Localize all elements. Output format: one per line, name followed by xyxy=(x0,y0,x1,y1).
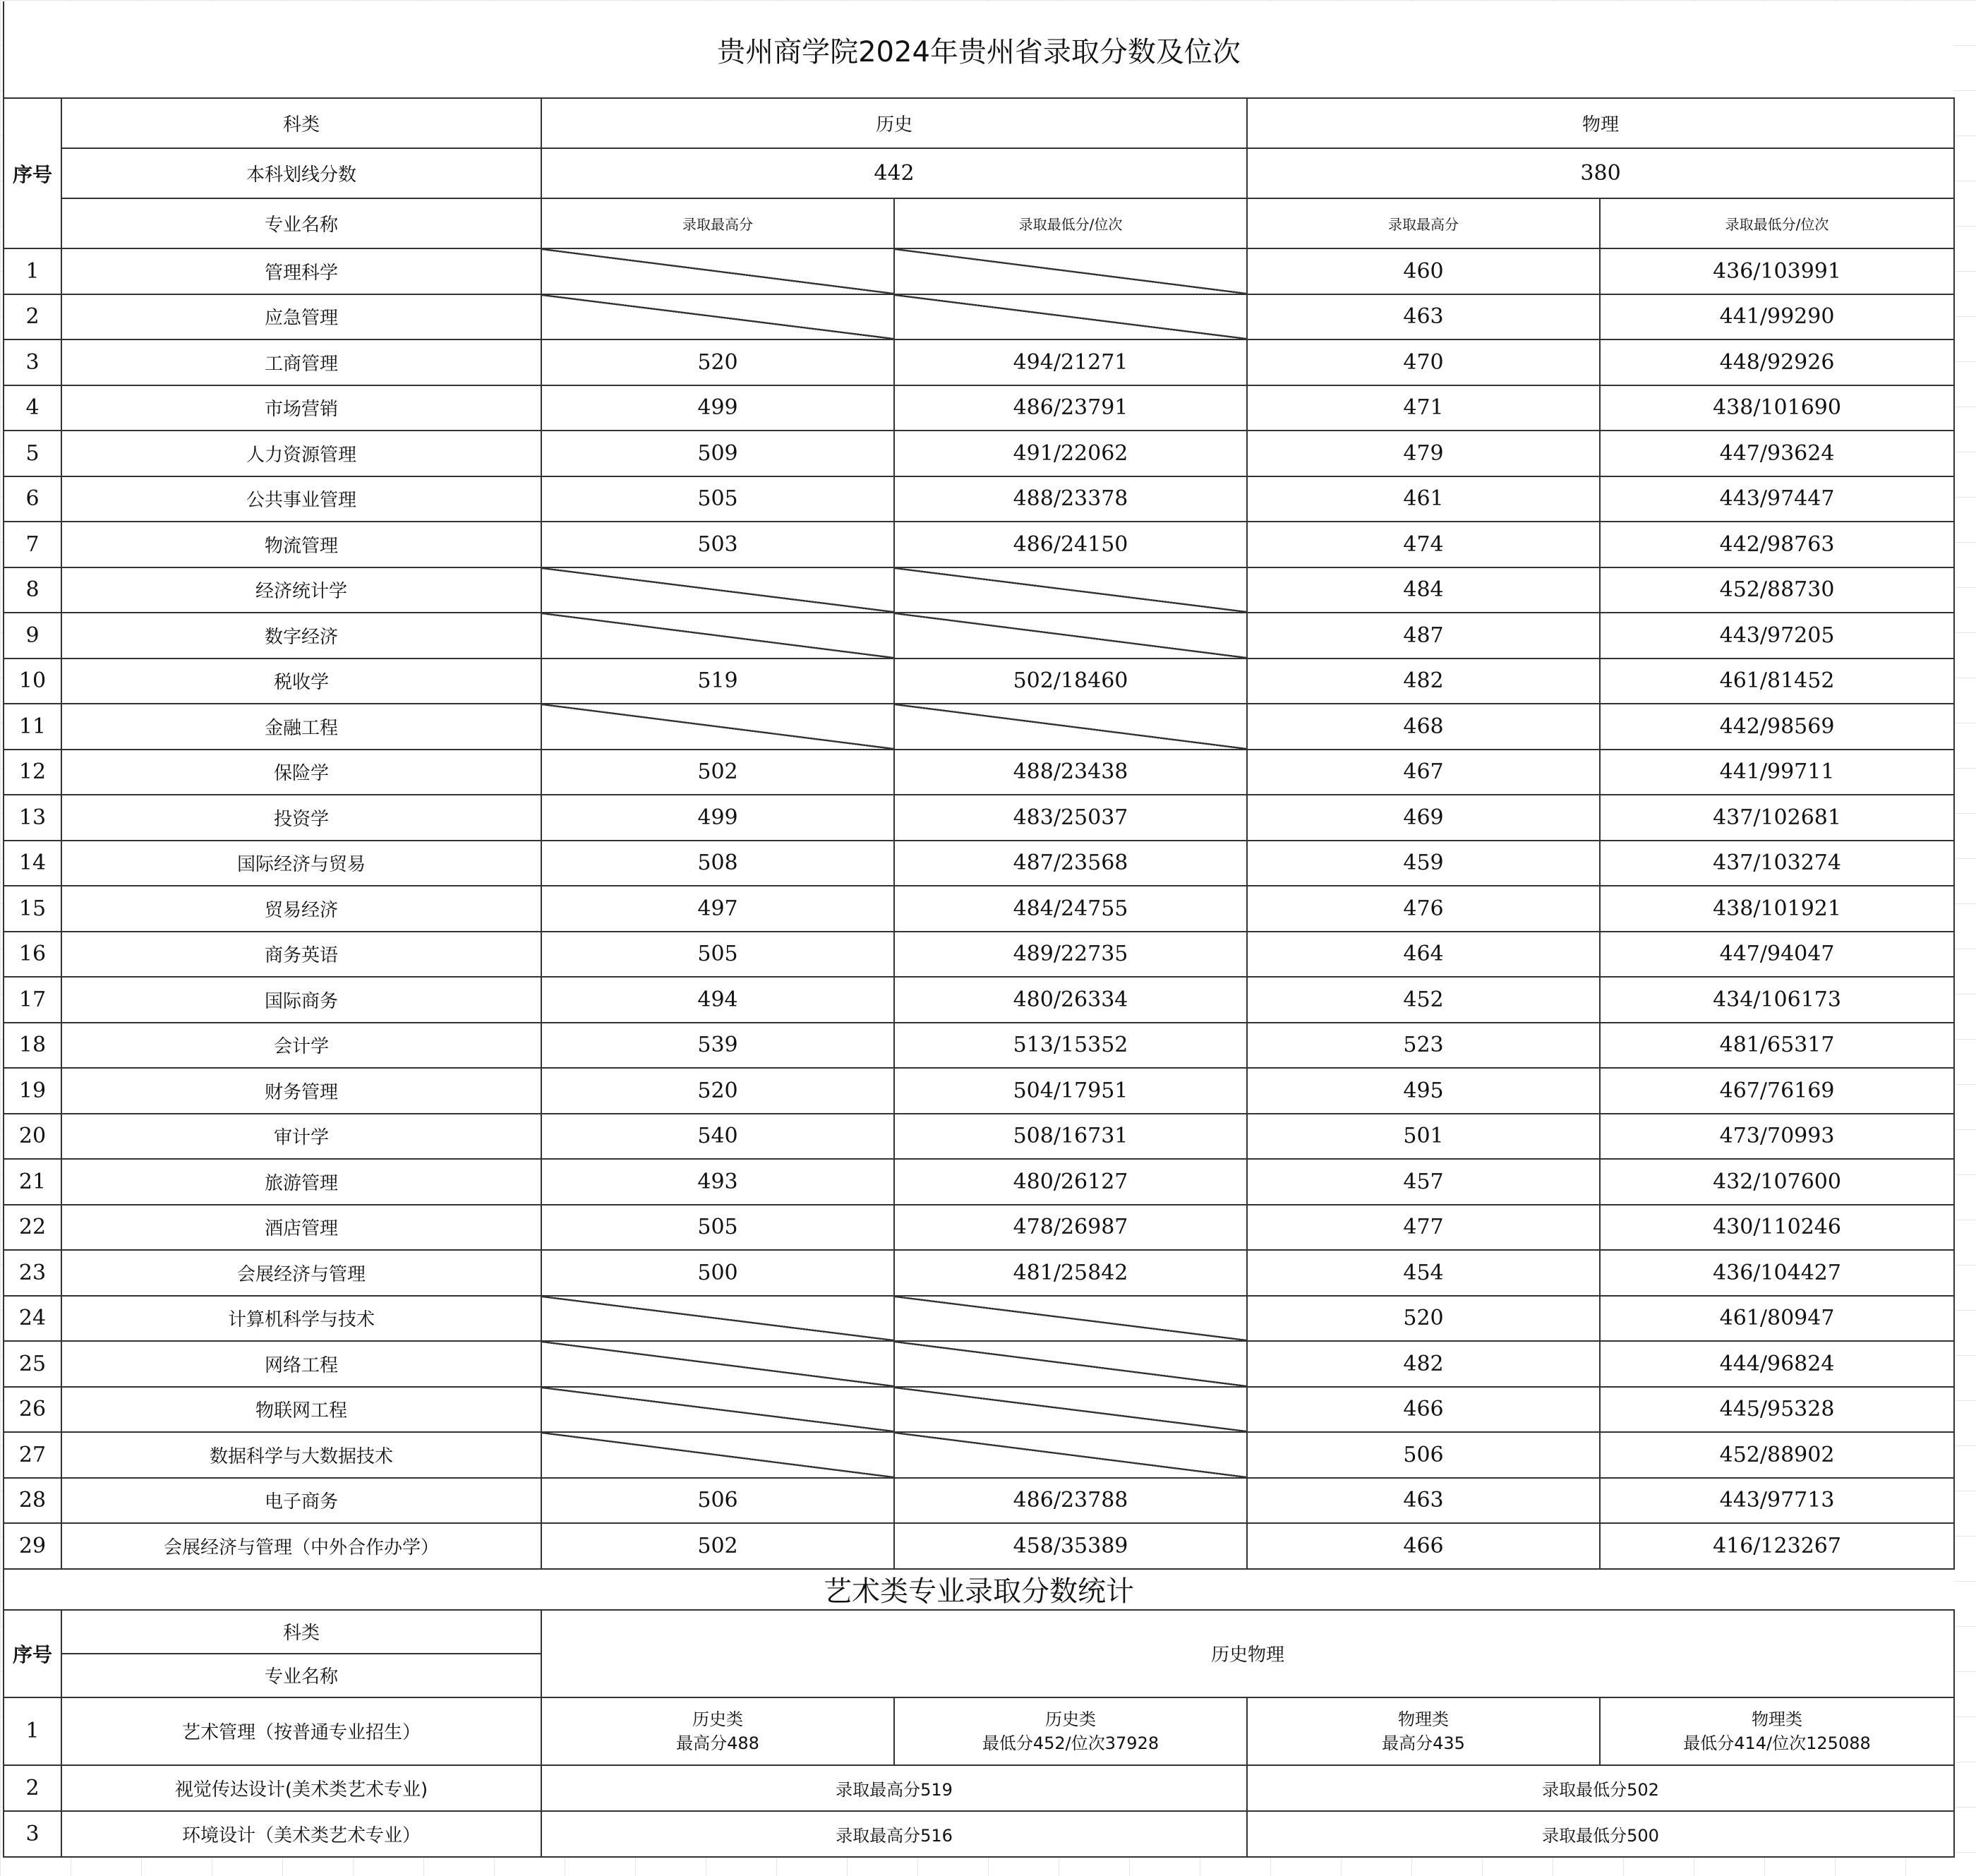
table-row xyxy=(4,339,1954,385)
history-max-score-empty xyxy=(541,294,894,340)
major-name: 旅游管理 xyxy=(61,1159,541,1205)
physics-max-score: 474 xyxy=(1247,522,1600,567)
table-row xyxy=(4,431,1954,476)
physics-min-rank: 416/123267 xyxy=(1600,1523,1954,1569)
physics-max-score: 463 xyxy=(1247,294,1600,340)
row-number: 12 xyxy=(4,750,61,795)
history-max-score: 540 xyxy=(541,1114,894,1160)
table-row xyxy=(4,1432,1954,1478)
row-number: 28 xyxy=(4,1478,61,1524)
table-row xyxy=(4,385,1954,431)
physics-max-score: 476 xyxy=(1247,886,1600,932)
history-min-rank-header: 录取最低分/位次 xyxy=(894,198,1247,248)
history-min-rank-empty xyxy=(894,294,1247,340)
table-row xyxy=(4,1023,1954,1069)
table-row xyxy=(4,841,1954,886)
art-row xyxy=(4,1811,1954,1857)
major-name: 审计学 xyxy=(61,1114,541,1160)
table-row xyxy=(4,795,1954,841)
physics-max-score: 461 xyxy=(1247,476,1600,522)
table-row xyxy=(4,977,1954,1023)
art-category-label: 科类 xyxy=(61,1610,541,1654)
art-history-max-cell xyxy=(541,1697,894,1765)
physics-max-score: 470 xyxy=(1247,339,1600,385)
history-max-score: 500 xyxy=(541,1250,894,1296)
physics-max-score: 484 xyxy=(1247,567,1600,613)
physics-min-rank: 443/97713 xyxy=(1600,1478,1954,1524)
major-name: 会展经济与管理（中外合作办学） xyxy=(61,1523,541,1569)
physics-max-score: 471 xyxy=(1247,385,1600,431)
physics-min-rank: 436/104427 xyxy=(1600,1250,1954,1296)
major-name: 财务管理 xyxy=(61,1068,541,1114)
physics-max-score: 520 xyxy=(1247,1296,1600,1342)
seq-header: 序号 xyxy=(4,98,61,248)
physics-min-rank: 443/97447 xyxy=(1600,476,1954,522)
physics-min-rank: 434/106173 xyxy=(1600,977,1954,1023)
major-name: 金融工程 xyxy=(61,704,541,750)
history-max-header: 录取最高分 xyxy=(541,198,894,248)
history-max-score-empty xyxy=(541,1296,894,1342)
major-name: 酒店管理 xyxy=(61,1205,541,1251)
row-number: 9 xyxy=(4,613,61,659)
art-physics-max-cell xyxy=(1247,1697,1600,1765)
history-min-rank: 502/18460 xyxy=(894,659,1247,704)
art-table xyxy=(3,1609,1955,1858)
physics-header: 物理 xyxy=(1247,98,1954,148)
row-number: 29 xyxy=(4,1523,61,1569)
major-name: 工商管理 xyxy=(61,339,541,385)
art-major-name: 环境设计（美术类艺术专业） xyxy=(61,1811,541,1857)
table-row xyxy=(4,1114,1954,1160)
table-row xyxy=(4,522,1954,567)
physics-min-rank: 447/94047 xyxy=(1600,932,1954,978)
physics-max-score: 467 xyxy=(1247,750,1600,795)
row-number: 8 xyxy=(4,567,61,613)
physics-min-rank: 438/101690 xyxy=(1600,385,1954,431)
table-row xyxy=(4,1523,1954,1569)
row-number: 13 xyxy=(4,795,61,841)
art-group-header: 历史物理 xyxy=(541,1610,1954,1697)
row-number: 23 xyxy=(4,1250,61,1296)
physics-min-rank: 443/97205 xyxy=(1600,613,1954,659)
physics-max-score: 463 xyxy=(1247,1478,1600,1524)
art-physics-min-category: 物理类 xyxy=(1752,1709,1802,1729)
art-section-title: 艺术类专业录取分数统计 xyxy=(3,1570,1953,1609)
physics-max-score: 457 xyxy=(1247,1159,1600,1205)
physics-min-rank: 467/76169 xyxy=(1600,1068,1954,1114)
physics-min-rank: 461/80947 xyxy=(1600,1296,1954,1342)
major-name: 商务英语 xyxy=(61,932,541,978)
major-name: 物流管理 xyxy=(61,522,541,567)
art-seq-header: 序号 xyxy=(4,1610,61,1697)
header-row-columns xyxy=(4,198,1954,248)
major-name: 国际商务 xyxy=(61,977,541,1023)
major-name: 电子商务 xyxy=(61,1478,541,1524)
art-row-number: 2 xyxy=(4,1765,61,1811)
history-max-score: 509 xyxy=(541,431,894,476)
history-line-score: 442 xyxy=(541,148,1247,198)
history-max-score-empty xyxy=(541,248,894,294)
art-max-score: 录取最高分516 xyxy=(541,1811,1247,1857)
physics-line-score: 380 xyxy=(1247,148,1954,198)
major-name: 经济统计学 xyxy=(61,567,541,613)
physics-min-rank: 452/88902 xyxy=(1600,1432,1954,1478)
history-min-rank: 480/26127 xyxy=(894,1159,1247,1205)
history-max-score: 499 xyxy=(541,795,894,841)
physics-max-score: 469 xyxy=(1247,795,1600,841)
row-number: 10 xyxy=(4,659,61,704)
art-row xyxy=(4,1765,1954,1811)
history-max-score: 506 xyxy=(541,1478,894,1524)
physics-max-score: 523 xyxy=(1247,1023,1600,1069)
physics-max-score: 495 xyxy=(1247,1068,1600,1114)
history-max-score-empty xyxy=(541,567,894,613)
art-major-name: 艺术管理（按普通专业招生） xyxy=(61,1697,541,1765)
physics-max-score: 466 xyxy=(1247,1387,1600,1433)
history-max-score: 502 xyxy=(541,750,894,795)
art-header-row-category xyxy=(4,1610,1954,1654)
row-number: 26 xyxy=(4,1387,61,1433)
art-major-name: 视觉传达设计(美术类艺术专业) xyxy=(61,1765,541,1811)
row-number: 18 xyxy=(4,1023,61,1069)
major-name: 计算机科学与技术 xyxy=(61,1296,541,1342)
line-score-label: 本科划线分数 xyxy=(61,148,541,198)
art-history-min-value: 最低分452/位次37928 xyxy=(982,1733,1159,1753)
header-row-category xyxy=(4,98,1954,148)
admission-table-body xyxy=(4,98,1954,1569)
page-title: 贵州商学院2024年贵州省录取分数及位次 xyxy=(3,1,1953,97)
art-major-label: 专业名称 xyxy=(61,1654,541,1697)
history-min-rank-empty xyxy=(894,704,1247,750)
history-min-rank-empty xyxy=(894,1387,1247,1433)
row-number: 7 xyxy=(4,522,61,567)
major-name: 管理科学 xyxy=(61,248,541,294)
major-name: 网络工程 xyxy=(61,1341,541,1387)
table-row xyxy=(4,1296,1954,1342)
physics-min-rank-header: 录取最低分/位次 xyxy=(1600,198,1954,248)
physics-max-score: 501 xyxy=(1247,1114,1600,1160)
history-min-rank: 488/23378 xyxy=(894,476,1247,522)
art-physics-min-cell xyxy=(1600,1697,1954,1765)
major-name: 国际经济与贸易 xyxy=(61,841,541,886)
physics-min-rank: 473/70993 xyxy=(1600,1114,1954,1160)
row-number: 25 xyxy=(4,1341,61,1387)
admission-table xyxy=(3,97,1955,1570)
table-row xyxy=(4,886,1954,932)
table-row xyxy=(4,932,1954,978)
table-row xyxy=(4,476,1954,522)
history-max-score: 520 xyxy=(541,339,894,385)
physics-min-rank: 444/96824 xyxy=(1600,1341,1954,1387)
history-min-rank: 481/25842 xyxy=(894,1250,1247,1296)
row-number: 21 xyxy=(4,1159,61,1205)
major-name: 应急管理 xyxy=(61,294,541,340)
physics-min-rank: 430/110246 xyxy=(1600,1205,1954,1251)
table-row xyxy=(4,1068,1954,1114)
physics-max-score: 482 xyxy=(1247,1341,1600,1387)
art-history-min-cell xyxy=(894,1697,1247,1765)
physics-max-score: 477 xyxy=(1247,1205,1600,1251)
row-number: 22 xyxy=(4,1205,61,1251)
major-name: 会计学 xyxy=(61,1023,541,1069)
history-max-score: 505 xyxy=(541,476,894,522)
category-label: 科类 xyxy=(61,98,541,148)
physics-min-rank: 437/102681 xyxy=(1600,795,1954,841)
history-max-score: 520 xyxy=(541,1068,894,1114)
physics-min-rank: 445/95328 xyxy=(1600,1387,1954,1433)
history-max-score: 539 xyxy=(541,1023,894,1069)
history-max-score: 502 xyxy=(541,1523,894,1569)
physics-max-score: 459 xyxy=(1247,841,1600,886)
physics-min-rank: 448/92926 xyxy=(1600,339,1954,385)
history-min-rank-empty xyxy=(894,1341,1247,1387)
major-name: 数字经济 xyxy=(61,613,541,659)
art-history-max-value: 最高分488 xyxy=(676,1733,759,1753)
history-max-score: 497 xyxy=(541,886,894,932)
table-row xyxy=(4,1159,1954,1205)
art-row xyxy=(4,1697,1954,1765)
header-row-line xyxy=(4,148,1954,198)
history-max-score: 505 xyxy=(541,1205,894,1251)
major-name: 人力资源管理 xyxy=(61,431,541,476)
history-max-score-empty xyxy=(541,1432,894,1478)
row-number: 14 xyxy=(4,841,61,886)
history-min-rank: 491/22062 xyxy=(894,431,1247,476)
major-name: 投资学 xyxy=(61,795,541,841)
history-min-rank: 487/23568 xyxy=(894,841,1247,886)
physics-min-rank: 441/99290 xyxy=(1600,294,1954,340)
table-row xyxy=(4,294,1954,340)
history-min-rank: 504/17951 xyxy=(894,1068,1247,1114)
history-max-score: 499 xyxy=(541,385,894,431)
row-number: 27 xyxy=(4,1432,61,1478)
row-number: 4 xyxy=(4,385,61,431)
physics-min-rank: 442/98763 xyxy=(1600,522,1954,567)
art-history-max-category: 历史类 xyxy=(692,1709,743,1729)
physics-min-rank: 461/81452 xyxy=(1600,659,1954,704)
major-name: 数据科学与大数据技术 xyxy=(61,1432,541,1478)
history-min-rank: 494/21271 xyxy=(894,339,1247,385)
history-min-rank: 513/15352 xyxy=(894,1023,1247,1069)
row-number: 2 xyxy=(4,294,61,340)
history-max-score: 508 xyxy=(541,841,894,886)
physics-max-header: 录取最高分 xyxy=(1247,198,1600,248)
history-max-score: 503 xyxy=(541,522,894,567)
physics-min-rank: 441/99711 xyxy=(1600,750,1954,795)
history-min-rank-empty xyxy=(894,613,1247,659)
major-name: 贸易经济 xyxy=(61,886,541,932)
art-row-number: 3 xyxy=(4,1811,61,1857)
row-number: 20 xyxy=(4,1114,61,1160)
physics-max-score: 466 xyxy=(1247,1523,1600,1569)
history-min-rank: 478/26987 xyxy=(894,1205,1247,1251)
table-row xyxy=(4,750,1954,795)
history-max-score-empty xyxy=(541,613,894,659)
physics-max-score: 479 xyxy=(1247,431,1600,476)
row-number: 1 xyxy=(4,248,61,294)
history-min-rank: 458/35389 xyxy=(894,1523,1247,1569)
art-min-score: 录取最低分500 xyxy=(1247,1811,1954,1857)
history-min-rank: 486/23791 xyxy=(894,385,1247,431)
row-number: 5 xyxy=(4,431,61,476)
history-min-rank-empty xyxy=(894,567,1247,613)
table-row xyxy=(4,567,1954,613)
major-label: 专业名称 xyxy=(61,198,541,248)
art-physics-min-value: 最低分414/位次125088 xyxy=(1683,1733,1871,1753)
major-name: 保险学 xyxy=(61,750,541,795)
history-min-rank: 486/24150 xyxy=(894,522,1247,567)
physics-min-rank: 437/103274 xyxy=(1600,841,1954,886)
physics-max-score: 482 xyxy=(1247,659,1600,704)
spreadsheet xyxy=(3,1,1953,1858)
row-number: 16 xyxy=(4,932,61,978)
major-name: 公共事业管理 xyxy=(61,476,541,522)
history-min-rank-empty xyxy=(894,248,1247,294)
history-min-rank: 483/25037 xyxy=(894,795,1247,841)
art-history-min-category: 历史类 xyxy=(1045,1709,1096,1729)
art-row-number: 1 xyxy=(4,1697,61,1765)
history-max-score-empty xyxy=(541,1387,894,1433)
physics-min-rank: 432/107600 xyxy=(1600,1159,1954,1205)
history-min-rank: 484/24755 xyxy=(894,886,1247,932)
physics-max-score: 506 xyxy=(1247,1432,1600,1478)
physics-max-score: 487 xyxy=(1247,613,1600,659)
history-min-rank: 489/22735 xyxy=(894,932,1247,978)
physics-max-score: 464 xyxy=(1247,932,1600,978)
history-min-rank-empty xyxy=(894,1432,1247,1478)
art-physics-max-category: 物理类 xyxy=(1398,1709,1449,1729)
physics-min-rank: 436/103991 xyxy=(1600,248,1954,294)
table-row xyxy=(4,1387,1954,1433)
table-row xyxy=(4,613,1954,659)
art-physics-max-value: 最高分435 xyxy=(1382,1733,1465,1753)
major-name: 物联网工程 xyxy=(61,1387,541,1433)
major-name: 市场营销 xyxy=(61,385,541,431)
art-max-score: 录取最高分519 xyxy=(541,1765,1247,1811)
history-max-score-empty xyxy=(541,704,894,750)
table-row xyxy=(4,704,1954,750)
physics-min-rank: 438/101921 xyxy=(1600,886,1954,932)
history-max-score: 505 xyxy=(541,932,894,978)
physics-max-score: 454 xyxy=(1247,1250,1600,1296)
row-number: 6 xyxy=(4,476,61,522)
history-max-score-empty xyxy=(541,1341,894,1387)
history-max-score: 493 xyxy=(541,1159,894,1205)
table-row xyxy=(4,1341,1954,1387)
history-min-rank-empty xyxy=(894,1296,1247,1342)
history-max-score: 494 xyxy=(541,977,894,1023)
table-row xyxy=(4,1478,1954,1524)
physics-min-rank: 452/88730 xyxy=(1600,567,1954,613)
physics-max-score: 452 xyxy=(1247,977,1600,1023)
art-min-score: 录取最低分502 xyxy=(1247,1765,1954,1811)
row-number: 3 xyxy=(4,339,61,385)
table-row xyxy=(4,659,1954,704)
row-number: 19 xyxy=(4,1068,61,1114)
physics-max-score: 468 xyxy=(1247,704,1600,750)
row-number: 15 xyxy=(4,886,61,932)
history-min-rank: 508/16731 xyxy=(894,1114,1247,1160)
row-number: 24 xyxy=(4,1296,61,1342)
history-max-score: 519 xyxy=(541,659,894,704)
table-row xyxy=(4,1250,1954,1296)
major-name: 税收学 xyxy=(61,659,541,704)
table-row xyxy=(4,1205,1954,1251)
table-row xyxy=(4,248,1954,294)
history-header: 历史 xyxy=(541,98,1247,148)
major-name: 会展经济与管理 xyxy=(61,1250,541,1296)
history-min-rank: 480/26334 xyxy=(894,977,1247,1023)
physics-max-score: 460 xyxy=(1247,248,1600,294)
physics-min-rank: 481/65317 xyxy=(1600,1023,1954,1069)
row-number: 17 xyxy=(4,977,61,1023)
physics-min-rank: 442/98569 xyxy=(1600,704,1954,750)
history-min-rank: 486/23788 xyxy=(894,1478,1247,1524)
physics-min-rank: 447/93624 xyxy=(1600,431,1954,476)
history-min-rank: 488/23438 xyxy=(894,750,1247,795)
row-number: 11 xyxy=(4,704,61,750)
